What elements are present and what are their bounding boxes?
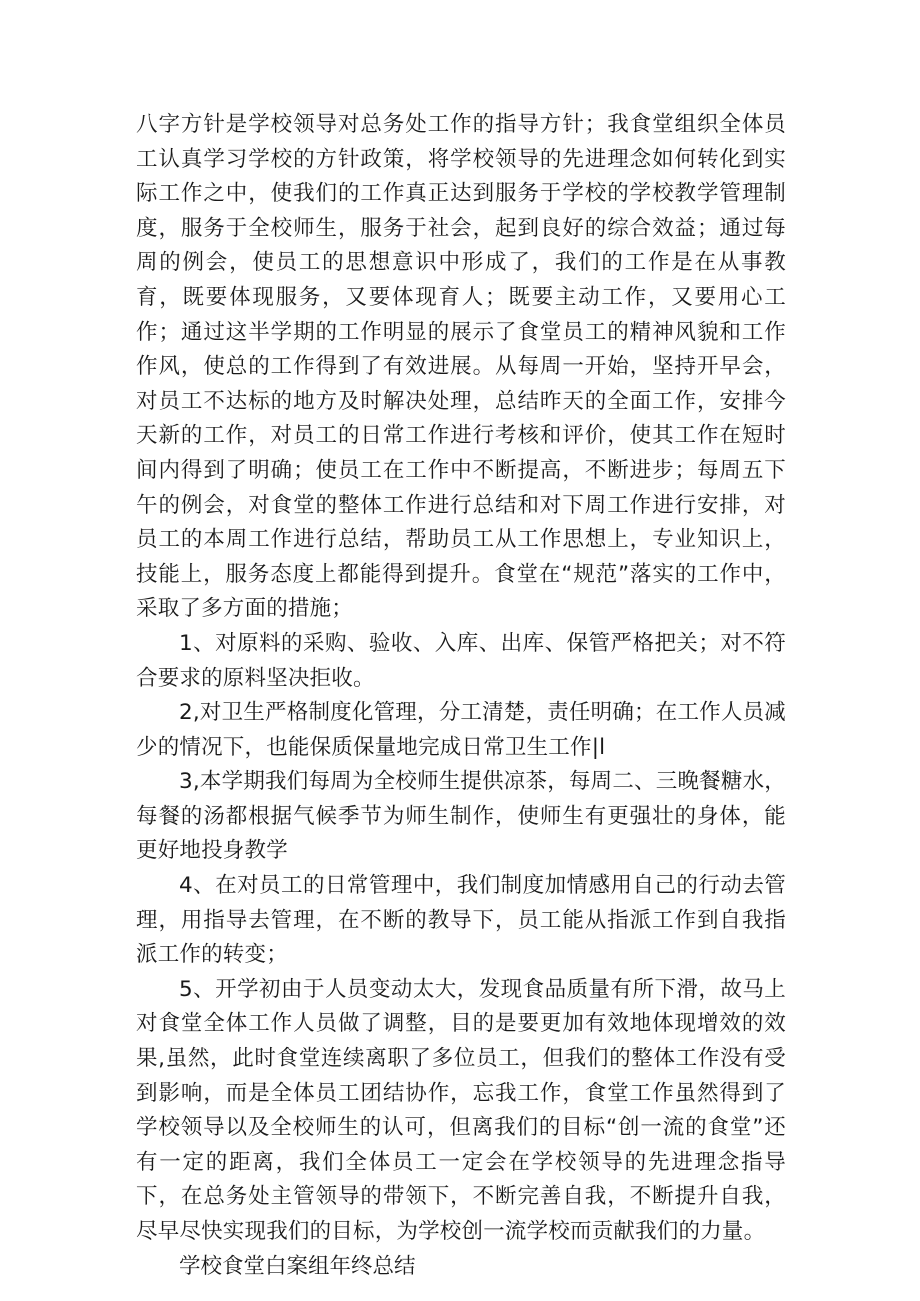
paragraph-item-2: 2,对卫生严格制度化管理，分工清楚，责任明确；在工作人员减少的情况下，也能保质保量地完成日常卫生工作|l: [136, 700, 786, 760]
closing-title: 学校食堂白案组年终总结: [179, 1253, 416, 1279]
paragraph-item-5: 5、开学初由于人员变动太大，发现食品质量有所下滑，故马上对食堂全体工作人员做了调整，目的是要更加有效地体现增效的效果,虽然，此时食堂连续离职了多位员工，但我们的整体工作没有受到影响，而是全体员工团结协作，忘我工作，食堂工作虽然得到了学校领导以及全校师生的认可，但离我们的目标“创一流的食堂”还有一定的距离，我们全体员工一定会在学校领导的先进理念指导下，在总务处主管领导的带领下，不断完善自我，不断提升自我，尽早尽快实现我们的目标，为学校创一流学校而贡献我们的力量。: [136, 976, 786, 1244]
paragraph-item-3: 3,本学期我们每周为全校师生提供凉茶，每周二、三晚餐糖水，每餐的汤都根据气候季节为师生制作，使师生有更强壮的身体，能更好地投身教学: [136, 769, 786, 864]
paragraph-intro: 八字方针是学校领导对总务处工作的指导方针；我食堂组织全体员工认真学习学校的方针政策，将学校领导的先进理念如何转化到实际工作之中，使我们的工作真正达到服务于学校的学校教学管理制度，服务于全校师生，服务于社会，起到良好的综合效益；通过每周的例会，使员工的思想意识中形成了，我们的工作是在从事教育，既要体现服务，又要体现育人；既要主动工作，又要用心工作；通过这半学期的工作明显的展示了食堂员工的精神风貌和工作作风，使总的工作得到了有效进展。从每周一开始，坚持开早会，对员工不达标的地方及时解决处理，总结昨天的全面工作，安排今天新的工作，对员工的日常工作进行考核和评价，使其工作在短时间内得到了明确；使员工在工作中不断提高，不断进步；每周五下午的例会，对食堂的整体工作进行总结和对下周工作进行安排，对员工的本周工作进行总结，帮助员工从工作思想上，专业知识上，技能上，服务态度上都能得到提升。食堂在“规范”落实的工作中，采取了多方面的措施；: [136, 112, 786, 622]
document-page: [136, 108, 786, 1284]
paragraph-item-4: 4、在对员工的日常管理中，我们制度加情感用自己的行动去管理，用指导去管理，在不断的教导下，员工能从指派工作到自我指派工作的转变；: [136, 873, 786, 968]
paragraph-item-1: 1、对原料的采购、验收、入库、出库、保管严格把关；对不符合要求的原料坚决拒收。: [136, 630, 786, 691]
